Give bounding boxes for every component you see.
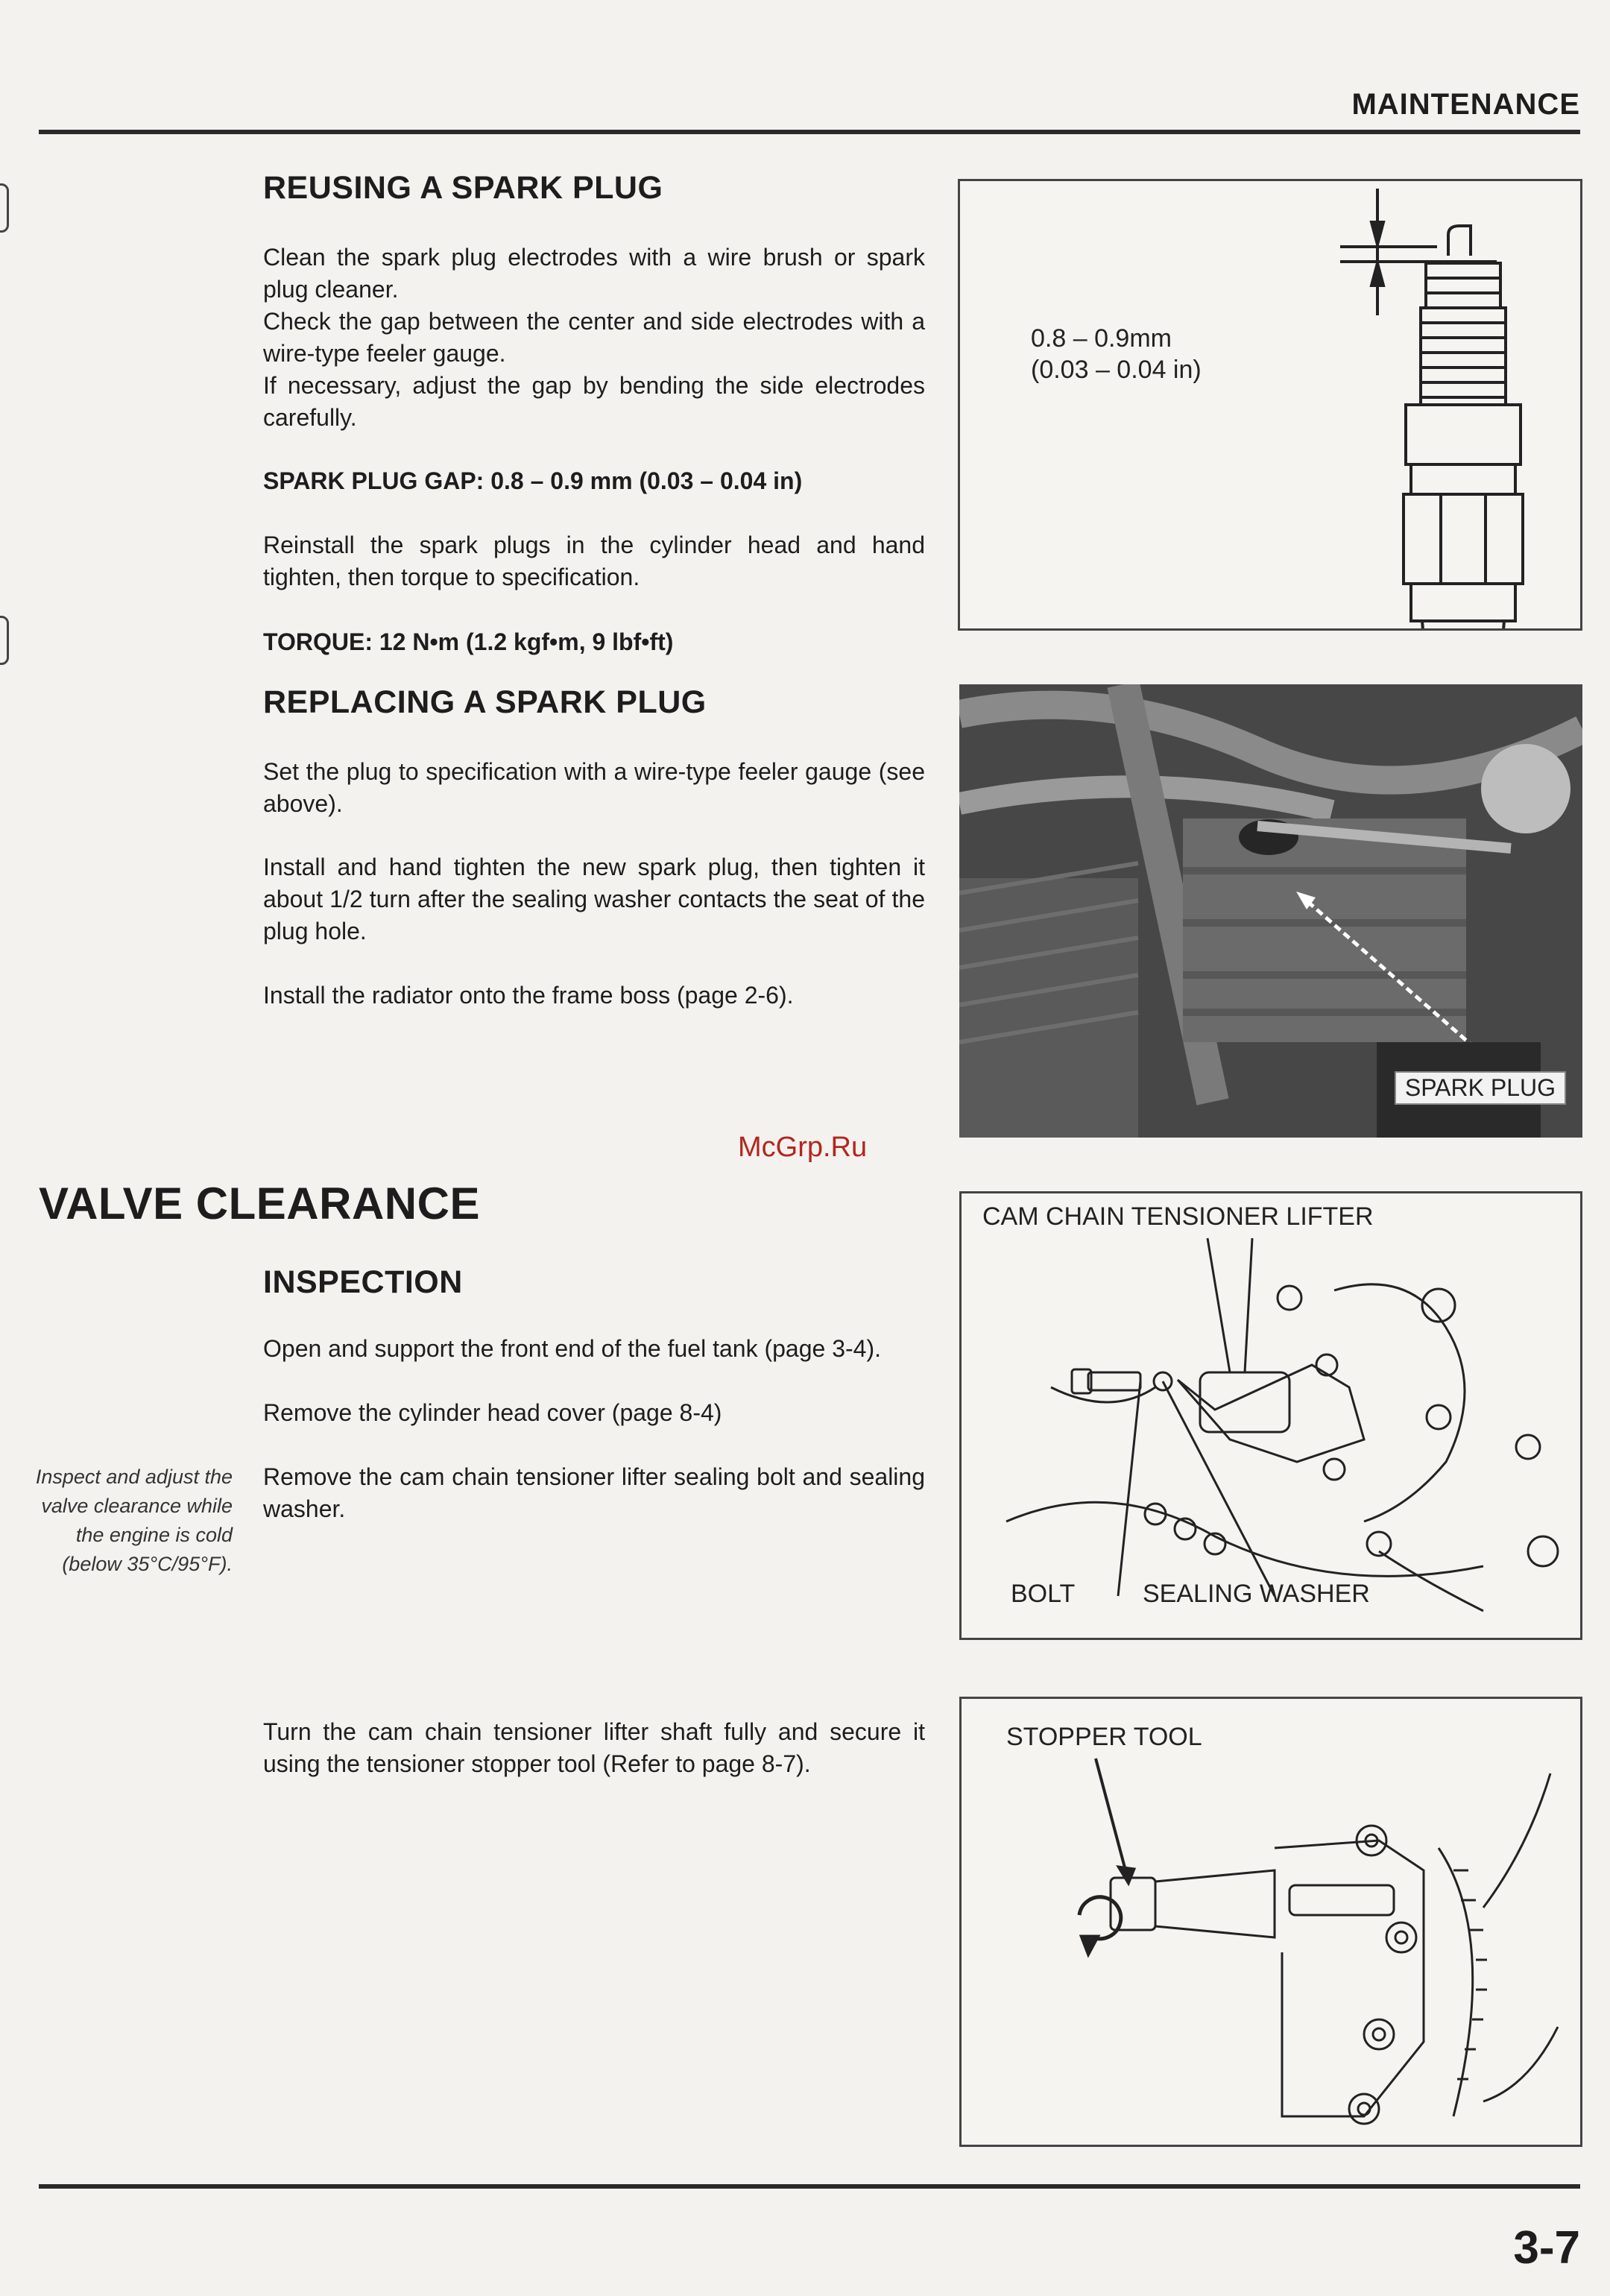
cam-chain-figure-title: CAM CHAIN TENSIONER LIFTER <box>982 1202 1374 1231</box>
reusing-paragraph-1: Clean the spark plug electrodes with a wire brush or spark plug cleaner. <box>263 244 925 303</box>
binder-hole-mark <box>0 183 9 233</box>
stopper-tool-figure <box>959 1697 1582 2147</box>
inspection-paragraph-4: Turn the cam chain tensioner lifter shaft fully and secure it using the tensioner stopper tool (Refer to page 8-7). <box>263 1718 925 1777</box>
valve-clearance-heading: VALVE CLEARANCE <box>39 1179 480 1229</box>
inspection-paragraph-1: Open and support the front end of the fuel tank (page 3-4). <box>263 1335 881 1362</box>
spark-plug-gap-spec: SPARK PLUG GAP: 0.8 – 0.9 mm (0.03 – 0.04 in) <box>263 467 803 494</box>
spark-plug-gap-figure <box>958 179 1582 631</box>
sealing-washer-label: SEALING WASHER <box>1143 1580 1370 1608</box>
inspection-paragraph-2: Remove the cylinder head cover (page 8-4) <box>263 1399 722 1426</box>
binder-hole-mark <box>0 616 9 665</box>
bolt-label: BOLT <box>1011 1580 1076 1608</box>
stopper-tool-label: STOPPER TOOL <box>1006 1723 1202 1751</box>
header-rule <box>39 130 1580 134</box>
page-number: 3-7 <box>1513 2222 1580 2274</box>
reusing-heading: REUSING A SPARK PLUG <box>263 170 663 206</box>
engine-photo-illustration <box>959 684 1582 1138</box>
cold-engine-note: Inspect and adjust the valve clearance while the engine is cold (below 35°C/95°F). <box>35 1466 233 1575</box>
inspection-paragraph-3: Remove the cam chain tensioner lifter sealing bolt and sealing washer. <box>263 1463 925 1522</box>
spark-plug-photo-label: SPARK PLUG <box>1395 1071 1566 1105</box>
spark-plug-photo <box>959 684 1582 1138</box>
gap-label-mm: 0.8 – 0.9mm <box>1031 324 1172 353</box>
footer-rule <box>39 2184 1580 2189</box>
spark-plug-drawing <box>1184 181 1571 628</box>
reusing-paragraph-2: Check the gap between the center and side electrodes with a wire-type feeler gauge. <box>263 308 925 367</box>
inspection-heading: INSPECTION <box>263 1264 463 1300</box>
replacing-heading: REPLACING A SPARK PLUG <box>263 684 707 720</box>
torque-spec: TORQUE: 12 N•m (1.2 kgf•m, 9 lbf•ft) <box>263 628 674 655</box>
stopper-tool-drawing <box>962 1699 1580 2145</box>
section-header-label: MAINTENANCE <box>1351 88 1580 121</box>
cam-chain-tensioner-figure <box>959 1191 1582 1640</box>
watermark-text: McGrp.Ru <box>738 1132 868 1163</box>
replacing-paragraph-3: Install the radiator onto the frame boss (page 2-6). <box>263 982 794 1009</box>
replacing-paragraph-2: Install and hand tighten the new spark plug, then tighten it about 1/2 turn after the sealing washer contacts the seat of the plug hole. <box>263 854 925 944</box>
tensioner-drawing <box>962 1193 1580 1638</box>
gap-label-in: (0.03 – 0.04 in) <box>1031 356 1202 384</box>
reusing-paragraph-4: Reinstall the spark plugs in the cylinder head and hand tighten, then torque to specification. <box>263 532 925 590</box>
replacing-paragraph-1: Set the plug to specification with a wire-type feeler gauge (see above). <box>263 758 925 817</box>
reusing-paragraph-3: If necessary, adjust the gap by bending the side electrodes carefully. <box>263 372 925 431</box>
